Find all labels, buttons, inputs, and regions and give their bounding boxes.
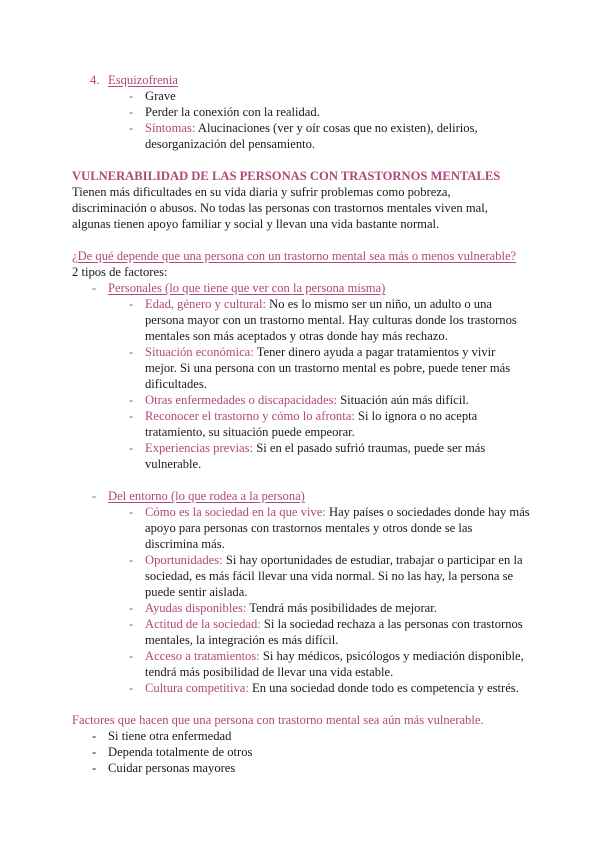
item-4-bullets xyxy=(129,88,478,152)
item-text: Situación aún más difícil. xyxy=(340,393,469,407)
item-text: tratamiento, su situación puede empeorar. xyxy=(145,425,355,439)
item-label: Reconocer el trastorno y cómo lo afronta: xyxy=(145,409,355,423)
item-text: Tendrá más posibilidades de mejorar. xyxy=(249,601,437,615)
item-4-block xyxy=(90,72,178,88)
dash-marker: - xyxy=(92,729,97,743)
item-text: Hay países o sociedades donde hay más xyxy=(328,505,530,519)
extra-factors xyxy=(72,712,484,728)
dash-marker: - xyxy=(129,393,134,407)
env-item-culture xyxy=(129,680,530,696)
item-label: Situación económica: xyxy=(145,345,254,359)
item-label: Cómo es la sociedad en la que vive: xyxy=(145,505,326,519)
bullet-sintomas xyxy=(129,120,478,136)
item-text: Si la sociedad rechaza a las personas con trastornos xyxy=(263,617,523,631)
item-label: Acceso a tratamientos: xyxy=(145,649,260,663)
question-heading: ¿De qué depende que una persona con un trastorno mental sea más o menos vulnerable? xyxy=(72,249,517,263)
env-item-attitude xyxy=(129,616,530,632)
item-text: discrimina más. xyxy=(145,537,225,551)
dash-marker: - xyxy=(129,105,134,119)
dash-marker: - xyxy=(129,601,134,615)
vulnerability-para-line: algunas tienen apoyo familiar y social y llevan una vida bastante normal. xyxy=(72,217,440,231)
item-text: puede sentir aislada. xyxy=(145,585,248,599)
extra-item xyxy=(92,728,252,744)
item-text: No es lo mismo ser un niño, un adulto o una xyxy=(269,297,492,311)
bullet-text: desorganización del pensamiento. xyxy=(145,137,316,151)
factor-intro: 2 tipos de factores: xyxy=(72,265,168,279)
item-label: Oportunidades: xyxy=(145,553,223,567)
item-4-title: Esquizofrenia xyxy=(108,73,178,87)
personal-item-economic xyxy=(129,344,517,360)
environment-factors xyxy=(92,488,305,504)
bullet-label: Síntomas: xyxy=(145,121,196,135)
item-4-title-row xyxy=(90,72,178,88)
item-text: mentales son más aceptados y otras donde hay más rechazo. xyxy=(145,329,448,343)
vulnerability-heading: VULNERABILIDAD DE LAS PERSONAS CON TRASTORNOS MENTALES xyxy=(72,169,501,183)
item-text: Si en el pasado sufrió traumas, puede ser más xyxy=(256,441,486,455)
item-text: Cuidar personas mayores xyxy=(108,761,236,775)
bullet-sintomas-cont xyxy=(145,136,478,152)
item-label: Cultura competitiva: xyxy=(145,681,249,695)
bullet-text: Alucinaciones (ver y oír cosas que no existen), delirios, xyxy=(197,121,478,135)
personal-item-diseases xyxy=(129,392,517,408)
dash-marker: - xyxy=(129,441,134,455)
extra-items xyxy=(92,728,253,776)
item-label: Experiencias previas: xyxy=(145,441,254,455)
bullet-text: Grave xyxy=(145,89,176,103)
env-item-opportunities xyxy=(129,552,530,568)
item-text: En una sociedad donde todo es competencia y estrés. xyxy=(252,681,519,695)
personal-items xyxy=(129,296,517,472)
item-label: Ayudas disponibles: xyxy=(145,601,247,615)
dash-marker: - xyxy=(129,89,134,103)
dash-marker: - xyxy=(92,281,97,295)
extra-item xyxy=(92,744,253,760)
item-label: Otras enfermedades o discapacidades: xyxy=(145,393,337,407)
env-item-treatment xyxy=(129,648,530,664)
bullet-grave xyxy=(129,88,478,104)
item-text: Si hay oportunidades de estudiar, trabajar o participar en la xyxy=(225,553,523,567)
personal-item-age xyxy=(129,296,517,312)
personal-title-row xyxy=(92,280,386,296)
item-text: Si tiene otra enfermedad xyxy=(108,729,232,743)
item-text: Si hay médicos, psicólogos y mediación disponible, xyxy=(262,649,524,663)
item-text: sociedad, es más fácil llevar una vida normal. Si no las hay, la persona se xyxy=(145,569,514,583)
item-text: Si lo ignora o no acepta xyxy=(357,409,478,423)
item-text: vulnerable. xyxy=(145,457,202,471)
item-text: dificultades. xyxy=(145,377,207,391)
item-text: tendrá más posibilidad de llevar una vida estable. xyxy=(145,665,394,679)
env-item-aid xyxy=(129,600,530,616)
bullet-conexion xyxy=(129,104,478,120)
item-text: mejor. Si una persona con un trastorno mental es pobre, puede tener más xyxy=(145,361,511,375)
dash-marker: - xyxy=(129,345,134,359)
item-text: persona mayor con un trastorno mental. Hay culturas donde los trastornos xyxy=(145,313,517,327)
personal-title: Personales (lo que tiene que ver con la persona misma) xyxy=(108,281,386,295)
dash-marker: - xyxy=(92,761,97,775)
dash-marker: - xyxy=(92,489,97,503)
personal-item-recognize xyxy=(129,408,517,424)
vulnerability-para-line: Tienen más dificultades en su vida diaria y sufrir problemas como pobreza, xyxy=(72,185,451,199)
item-text: mentales, la integración es más difícil. xyxy=(145,633,339,647)
item-text: Tener dinero ayuda a pagar tratamientos y vivir xyxy=(256,345,496,359)
dash-marker: - xyxy=(129,553,134,567)
item-text: apoyo para personas con trastornos mentales y otros donde se las xyxy=(145,521,473,535)
dash-marker: - xyxy=(129,409,134,423)
extra-item xyxy=(92,760,252,776)
dash-marker: - xyxy=(92,745,97,759)
environment-title: Del entorno (lo que rodea a la persona) xyxy=(108,489,305,503)
dash-marker: - xyxy=(129,681,134,695)
personal-item-experiences xyxy=(129,440,517,456)
environment-items xyxy=(129,504,530,696)
dash-marker: - xyxy=(129,297,134,311)
item-label: Edad, género y cultural: xyxy=(145,297,266,311)
environment-title-row xyxy=(92,488,305,504)
extra-heading: Factores que hacen que una persona con trastorno mental sea aún más vulnerable. xyxy=(72,713,484,727)
dash-marker: - xyxy=(129,505,134,519)
dash-marker: - xyxy=(129,649,134,663)
env-item-society xyxy=(129,504,530,520)
item-4-number: 4. xyxy=(90,73,100,87)
dash-marker: - xyxy=(129,121,134,135)
vulnerability-para-line: discriminación o abusos. No todas las personas con trastornos mentales viven mal, xyxy=(72,201,488,215)
vulnerability-section xyxy=(72,168,516,280)
personal-factors xyxy=(92,280,386,296)
bullet-text: Perder la conexión con la realidad. xyxy=(145,105,320,119)
item-text: Dependa totalmente de otros xyxy=(108,745,253,759)
item-label: Actitud de la sociedad: xyxy=(145,617,261,631)
dash-marker: - xyxy=(129,617,134,631)
